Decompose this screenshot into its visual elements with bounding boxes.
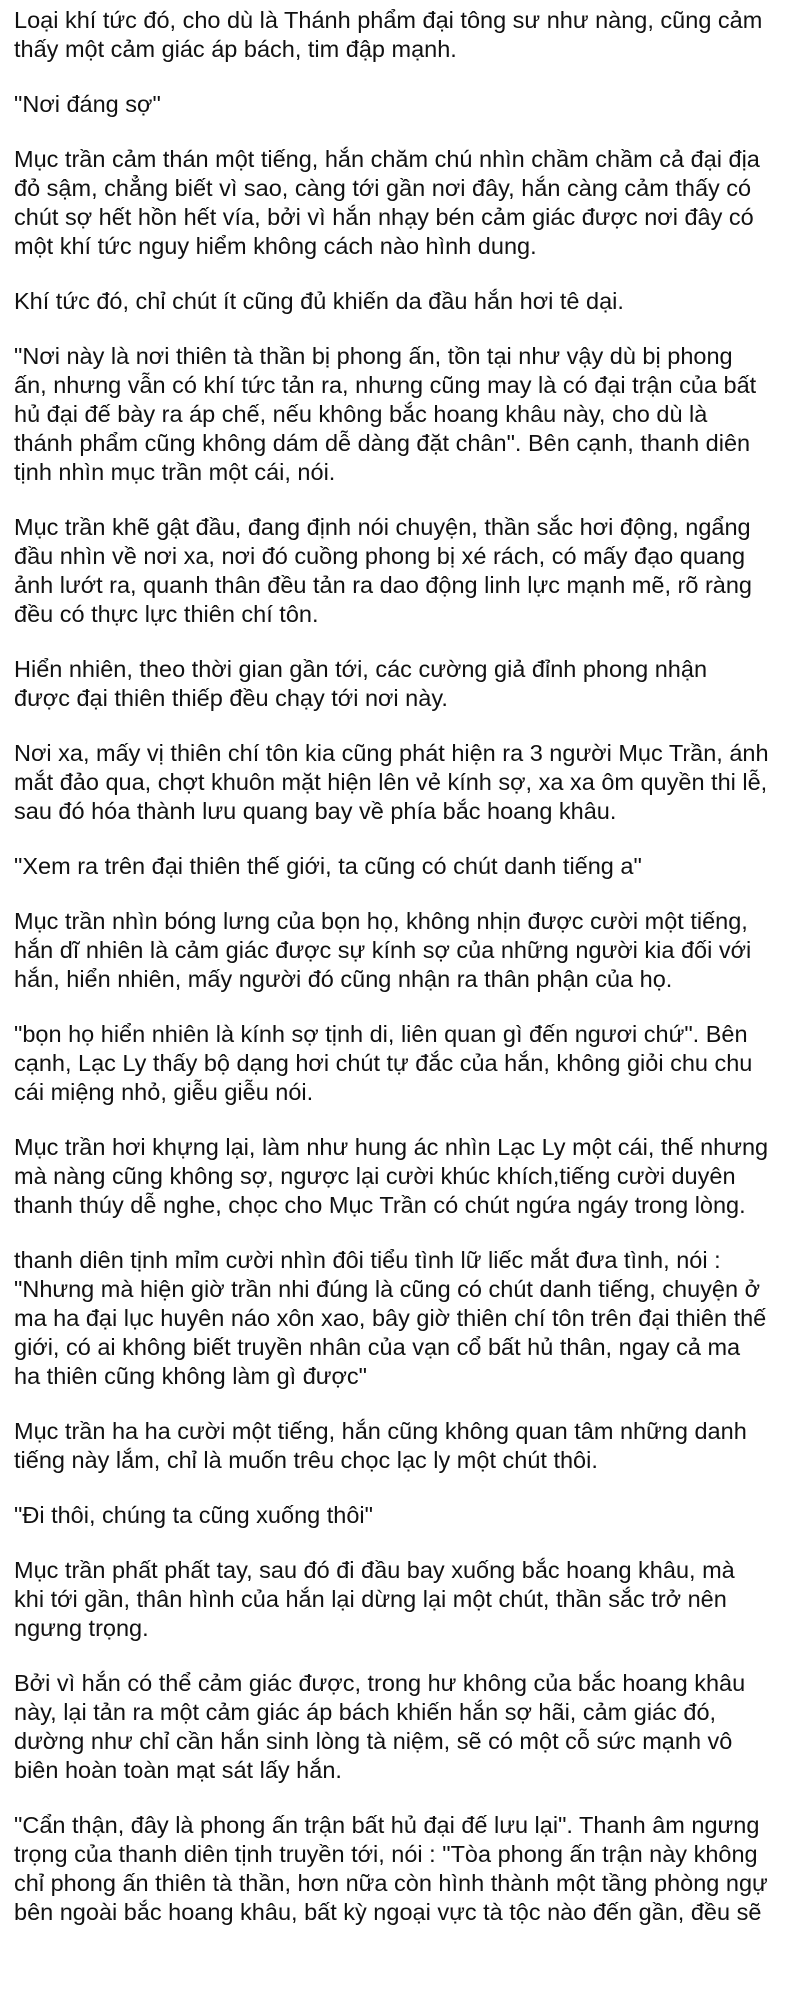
paragraph (14, 287, 786, 316)
text-line: mà nàng cũng không sợ, ngược lại cười khúc khích,tiếng cười duyên (14, 1163, 736, 1189)
text-line: ma ha đại lục huyên náo xôn xao, bây giờ thiên chí tôn trên đại thiên thế (14, 1305, 767, 1331)
text-line: Khí tức đó, chỉ chút ít cũng đủ khiến da đầu hắn hơi tê dại. (14, 288, 624, 314)
text-line: hắn, hiển nhiên, mấy người đó cũng nhận ra thân phận của họ. (14, 966, 673, 992)
paragraph (14, 1246, 786, 1391)
text-line: "bọn họ hiển nhiên là kính sợ tịnh di, liên quan gì đến ngươi chứ". Bên (14, 1021, 748, 1047)
text-line: cái miệng nhỏ, giễu giễu nói. (14, 1079, 314, 1105)
paragraph (14, 513, 786, 629)
paragraph (14, 1020, 786, 1107)
text-line: dường như chỉ cần hắn sinh lòng tà niệm, sẽ có một cỗ sức mạnh vô (14, 1728, 733, 1754)
text-line: trọng của thanh diên tịnh truyền tới, nói : "Tòa phong ấn trận này không (14, 1841, 758, 1867)
paragraph (14, 1133, 786, 1220)
text-line: ha thiên cũng không làm gì được" (14, 1363, 368, 1389)
text-line: "Nơi này là nơi thiên tà thần bị phong ấn, tồn tại như vậy dù bị phong (14, 343, 733, 369)
text-line: được đại thiên thiếp đều chạy tới nơi này. (14, 685, 448, 711)
text-line: "Xem ra trên đại thiên thế giới, ta cũng có chút danh tiếng a" (14, 853, 642, 879)
text-line: thanh diên tịnh mỉm cười nhìn đôi tiểu tình lữ liếc mắt đưa tình, nói : (14, 1247, 721, 1273)
paragraph (14, 90, 786, 119)
text-line: này, lại tản ra một cảm giác áp bách khiến hắn sợ hãi, cảm giác đó, (14, 1699, 717, 1725)
text-line: Mục trần khẽ gật đầu, đang định nói chuyện, thần sắc hơi động, ngẩng (14, 514, 751, 540)
paragraph (14, 145, 786, 261)
paragraph (14, 6, 786, 64)
text-line: tiếng này lắm, chỉ là muốn trêu chọc lạc ly một chút thôi. (14, 1447, 598, 1473)
text-line: biên hoàn toàn mạt sát lấy hắn. (14, 1757, 342, 1783)
text-line: thanh thúy dễ nghe, chọc cho Mục Trần có chút ngứa ngáy trong lòng. (14, 1192, 746, 1218)
text-line: Nơi xa, mấy vị thiên chí tôn kia cũng phát hiện ra 3 người Mục Trần, ánh (14, 740, 769, 766)
text-line: ảnh lướt ra, quanh thân đều tản ra dao động linh lực mạnh mẽ, rõ ràng (14, 572, 752, 598)
text-line: cạnh, Lạc Ly thấy bộ dạng hơi chút tự đắc của hắn, không giỏi chu chu (14, 1050, 753, 1076)
text-line: Bởi vì hắn có thể cảm giác được, trong hư không của bắc hoang khâu (14, 1670, 746, 1696)
text-line: "Nơi đáng sợ" (14, 91, 161, 117)
text-line: tịnh nhìn mục trần một cái, nói. (14, 459, 336, 485)
text-line: bên ngoài bắc hoang khâu, bất kỳ ngoại vực tà tộc nào đến gần, đều sẽ (14, 1899, 762, 1925)
text-line: hắn dĩ nhiên là cảm giác được sự kính sợ của những người kia đối với (14, 937, 752, 963)
text-line: Loại khí tức đó, cho dù là Thánh phẩm đại tông sư như nàng, cũng cảm (14, 7, 763, 33)
text-line: Mục trần ha ha cười một tiếng, hắn cũng không quan tâm những danh (14, 1418, 747, 1444)
paragraph (14, 907, 786, 994)
text-line: một khí tức nguy hiểm không cách nào hình dung. (14, 233, 537, 259)
paragraph (14, 1556, 786, 1643)
text-line: ngưng trọng. (14, 1615, 149, 1641)
text-line: mắt đảo qua, chợt khuôn mặt hiện lên vẻ kính sợ, xa xa ôm quyền thi lễ, (14, 769, 768, 795)
text-line: đỏ sậm, chẳng biết vì sao, càng tới gần nơi đây, hắn càng cảm thấy có (14, 175, 752, 201)
text-line: thấy một cảm giác áp bách, tim đập mạnh. (14, 36, 457, 62)
text-line: Mục trần hơi khựng lại, làm như hung ác nhìn Lạc Ly một cái, thế nhưng (14, 1134, 769, 1160)
text-line: giới, có ai không biết truyền nhân của vạn cổ bất hủ thân, ngay cả ma (14, 1334, 741, 1360)
text-line: hủ đại đế bày ra áp chế, nếu không bắc hoang khâu này, cho dù là (14, 401, 708, 427)
text-line: "Đi thôi, chúng ta cũng xuống thôi" (14, 1502, 373, 1528)
text-line: "Nhưng mà hiện giờ trần nhi đúng là cũng có chút danh tiếng, chuyện ở (14, 1276, 761, 1302)
paragraph (14, 655, 786, 713)
text-line: đầu nhìn về nơi xa, nơi đó cuồng phong bị xé rách, có mấy đạo quang (14, 543, 746, 569)
paragraph (14, 739, 786, 826)
paragraph (14, 1669, 786, 1785)
paragraph (14, 1811, 786, 1927)
text-line: Mục trần cảm thán một tiếng, hắn chăm chú nhìn chầm chầm cả đại địa (14, 146, 760, 172)
text-line: Hiển nhiên, theo thời gian gần tới, các cường giả đỉnh phong nhận (14, 656, 708, 682)
text-line: thánh phẩm cũng không dám dễ dàng đặt chân". Bên cạnh, thanh diên (14, 430, 751, 456)
paragraph (14, 1501, 786, 1530)
text-line: Mục trần phất phất tay, sau đó đi đầu bay xuống bắc hoang khâu, mà (14, 1557, 735, 1583)
text-line: chỉ phong ấn thiên tà thần, hơn nữa còn hình thành một tầng phòng ngự (14, 1870, 768, 1896)
text-line: ấn, nhưng vẫn có khí tức tản ra, nhưng cũng may là có đại trận của bất (14, 372, 757, 398)
text-line: chút sợ hết hồn hết vía, bởi vì hắn nhạy bén cảm giác được nơi đây có (14, 204, 754, 230)
text-line: khi tới gần, thân hình của hắn lại dừng lại một chút, thần sắc trở nên (14, 1586, 727, 1612)
paragraph (14, 342, 786, 487)
text-line: sau đó hóa thành lưu quang bay về phía bắc hoang khâu. (14, 798, 617, 824)
text-line: "Cẩn thận, đây là phong ấn trận bất hủ đại đế lưu lại". Thanh âm ngưng (14, 1812, 760, 1838)
paragraph (14, 1417, 786, 1475)
text-line: Mục trần nhìn bóng lưng của bọn họ, không nhịn được cười một tiếng, (14, 908, 748, 934)
text-line: đều có thực lực thiên chí tôn. (14, 601, 319, 627)
paragraph (14, 852, 786, 881)
